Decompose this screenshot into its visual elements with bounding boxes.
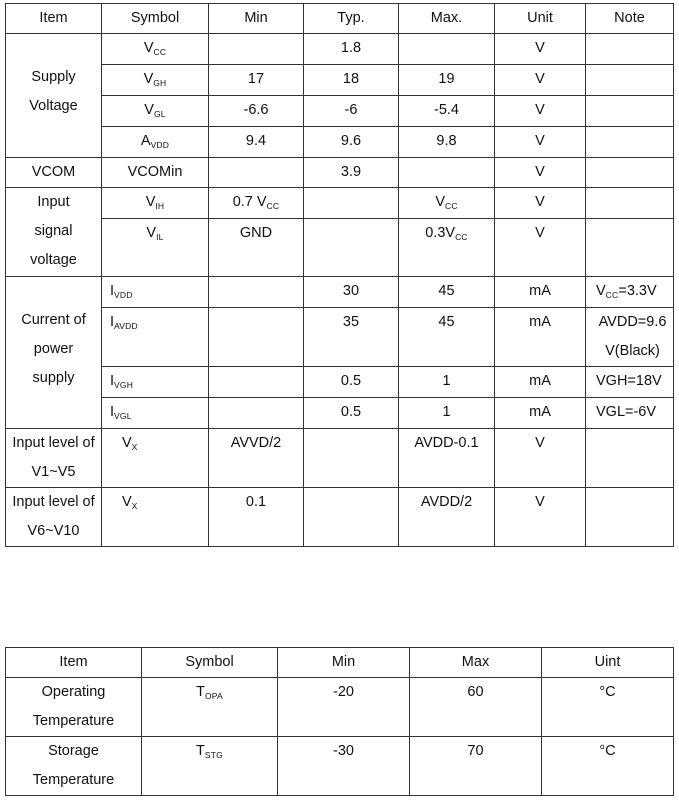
typ-cell: 0.5 [304,398,399,429]
typ-cell: -6 [304,96,399,127]
item-operating-temperature: Operating Temperature [6,678,142,737]
electrical-characteristics-table [5,3,674,547]
max-cell: 70 [410,737,542,796]
item-input-signal-voltage: Input signal voltage [6,188,102,277]
min-cell: 0.7 $V_{CC}$ [209,188,304,219]
symbol-cell: $V_{CC}$ [102,34,209,65]
min-cell: -20 [278,678,410,737]
max-cell: 1 [399,367,495,398]
symbol-cell: $V_X$ [102,488,209,547]
header-item: Item [6,4,102,34]
temperature-table [5,647,674,796]
typ-cell: 1.8 [304,34,399,65]
table-row [6,34,674,65]
symbol-cell: $V_{GH}$ [102,65,209,96]
max-cell: 9.8 [399,127,495,158]
note-cell: VGH=18V [586,367,674,398]
min-cell: -30 [278,737,410,796]
header-symbol: Symbol [142,648,278,678]
unit-cell: V [495,219,586,277]
table-row [6,488,674,547]
table-row [6,367,674,398]
symbol-cell: $T_{OPA}$ [142,678,278,737]
unit-cell: V [495,188,586,219]
symbol-cell: $I_{VGL}$ [102,398,209,429]
symbol-cell: $T_{STG}$ [142,737,278,796]
note-cell [586,65,674,96]
unit-cell: mA [495,367,586,398]
max-cell: $V_{CC}$ [399,188,495,219]
table-row [6,308,674,367]
unit-cell: mA [495,308,586,367]
header-note: Note [586,4,674,34]
max-cell [399,158,495,188]
table-row [6,158,674,188]
note-cell [586,34,674,65]
table-header-row [6,4,674,34]
max-cell: 1 [399,398,495,429]
max-cell: 45 [399,277,495,308]
note-cell [586,96,674,127]
header-item: Item [6,648,142,678]
typ-cell [304,488,399,547]
note-cell: $V_{CC}=3.3V$ [586,277,674,308]
item-current-of-power-supply: Current of power supply [6,277,102,429]
max-cell: 60 [410,678,542,737]
header-min: Min [278,648,410,678]
symbol-cell: $I_{VDD}$ [102,277,209,308]
min-cell [209,158,304,188]
header-unit: Unit [495,4,586,34]
header-typ: Typ. [304,4,399,34]
max-cell: -5.4 [399,96,495,127]
note-cell: VGL=-6V [586,398,674,429]
typ-cell: 9.6 [304,127,399,158]
table-row [6,277,674,308]
header-max: Max. [399,4,495,34]
typ-cell: 18 [304,65,399,96]
item-vcom: VCOM [6,158,102,188]
table-row [6,429,674,488]
table-row [6,65,674,96]
symbol-cell: $A_{VDD}$ [102,127,209,158]
typ-cell: 0.5 [304,367,399,398]
unit-cell: mA [495,398,586,429]
min-cell [209,398,304,429]
note-cell [586,429,674,488]
typ-cell [304,219,399,277]
unit-cell: V [495,429,586,488]
symbol-cell: $I_{AVDD}$ [102,308,209,367]
symbol-cell: VCOMin [102,158,209,188]
max-cell: 19 [399,65,495,96]
table-row [6,188,674,219]
max-cell [399,34,495,65]
max-cell: 45 [399,308,495,367]
table-row [6,398,674,429]
note-cell [586,219,674,277]
min-cell [209,277,304,308]
typ-cell: 35 [304,308,399,367]
item-input-level-v6-v10: Input level of V6~V10 [6,488,102,547]
table-row [6,678,674,737]
min-cell: 17 [209,65,304,96]
min-cell [209,308,304,367]
unit-cell: V [495,96,586,127]
table-header-row [6,648,674,678]
unit-cell: °C [542,737,674,796]
table-row [6,737,674,796]
unit-cell: V [495,65,586,96]
min-cell: GND [209,219,304,277]
symbol-cell: $V_{IH}$ [102,188,209,219]
unit-cell: V [495,127,586,158]
symbol-cell: $I_{VGH}$ [102,367,209,398]
max-cell: $0.3V_{CC}$ [399,219,495,277]
note-cell [586,127,674,158]
min-cell [209,34,304,65]
unit-cell: °C [542,678,674,737]
unit-cell: V [495,488,586,547]
note-cell [586,188,674,219]
note-cell [586,158,674,188]
typ-cell: 30 [304,277,399,308]
header-max: Max [410,648,542,678]
typ-cell [304,429,399,488]
symbol-cell: $V_X$ [102,429,209,488]
table-row [6,219,674,277]
unit-cell: mA [495,277,586,308]
item-input-level-v1-v5: Input level of V1~V5 [6,429,102,488]
min-cell: 0.1 [209,488,304,547]
min-cell: AVVD/2 [209,429,304,488]
typ-cell [304,188,399,219]
header-min: Min [209,4,304,34]
table-row [6,127,674,158]
note-cell: AVDD=9.6 V(Black) [586,308,674,367]
header-symbol: Symbol [102,4,209,34]
note-cell [586,488,674,547]
item-storage-temperature: Storage Temperature [6,737,142,796]
header-unit: Uint [542,648,674,678]
typ-cell: 3.9 [304,158,399,188]
symbol-cell: $V_{GL}$ [102,96,209,127]
item-supply-voltage: Supply Voltage [6,34,102,158]
min-cell [209,367,304,398]
unit-cell: V [495,34,586,65]
min-cell: -6.6 [209,96,304,127]
symbol-cell: $V_{IL}$ [102,219,209,277]
max-cell: AVDD-0.1 [399,429,495,488]
unit-cell: V [495,158,586,188]
table-row [6,96,674,127]
max-cell: AVDD/2 [399,488,495,547]
min-cell: 9.4 [209,127,304,158]
